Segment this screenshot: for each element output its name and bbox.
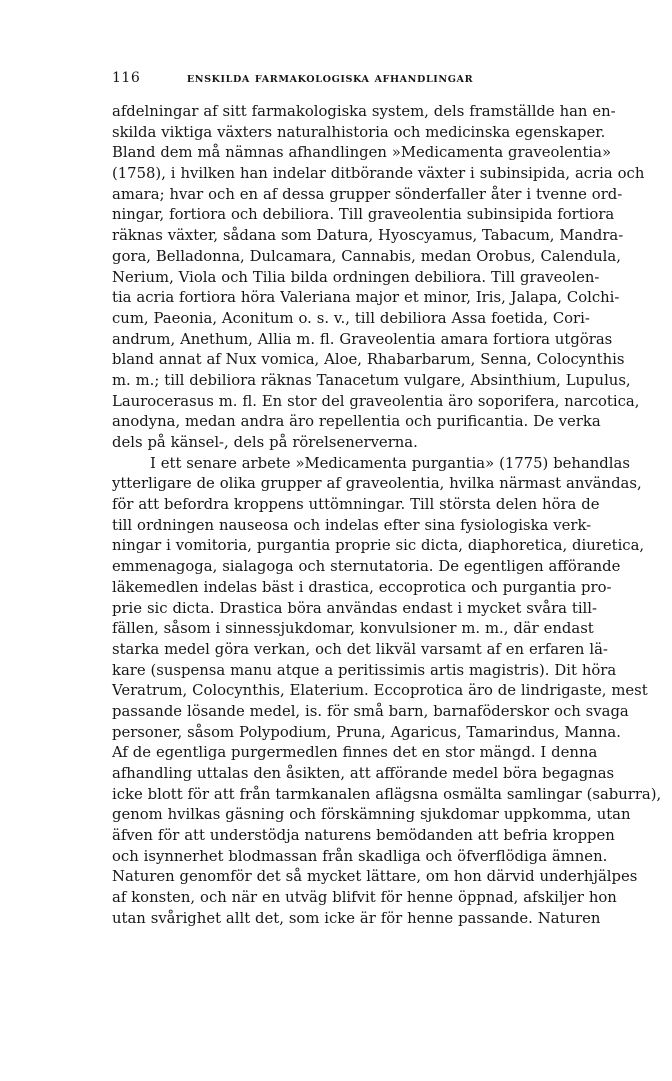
text-line: för att befordra kroppens uttömningar. Till största delen höra de <box>112 496 600 514</box>
text-line: skilda viktiga växters naturalhistoria och medicinska egenskaper. <box>112 123 606 141</box>
text-line: läkemedlen indelas bäst i drastica, eccoprotica och purgantia pro- <box>112 578 612 596</box>
text-line: gora, Belladonna, Dulcamara, Cannabis, medan Orobus, Calendula, <box>112 247 621 265</box>
text-line: Af de egentliga purgermedlen finnes det en stor mängd. I denna <box>112 744 598 762</box>
text-line: afdelningar af sitt farmakologiska system, dels framställde han en- <box>112 103 616 120</box>
text-line: m. m.; till debiliora räknas Tanacetum vulgare, Absinthium, Lupulus, <box>112 371 631 389</box>
text-line: passande lösande medel, is. för små barn, barnaföderskor och svaga <box>112 702 629 720</box>
text-line: utan svårighet allt det, som icke är för henne passande. Naturen <box>112 909 601 927</box>
text-line: Laurocerasus m. fl. En stor del graveolentia äro soporifera, narcotica, <box>112 392 640 410</box>
page-header <box>112 62 548 90</box>
text-line: Nerium, Viola och Tilia bilda ordningen debiliora. Till graveolen- <box>112 268 600 286</box>
book-page <box>112 62 662 930</box>
page-number: 116 <box>112 70 141 86</box>
text-line: amara; hvar och en af dessa grupper sönderfaller åter i tvenne ord- <box>112 185 623 203</box>
text-line: afhandling uttalas den åsikten, att afförande medel böra begagnas <box>112 765 615 782</box>
paragraph-end-line: dels på känsel-, dels på rörelsenerverna. <box>112 434 418 451</box>
text-line: andrum, Anethum, Allia m. fl. Graveolentia amara fortiora utgöras <box>112 330 613 348</box>
text-line: genom hvilkas gäsning och förskämning sjukdomar uppkomma, utan <box>112 806 631 824</box>
text-line: kare (suspensa manu atque a peritissimis artis magistris). Dit höra <box>112 661 617 679</box>
text-line: Veratrum, Colocynthis, Elaterium. Eccoprotica äro de lindrigaste, mest <box>112 682 648 700</box>
text-line: icke blott för att från tarmkanalen aflägsna osmälta samlingar (saburra), <box>112 785 662 803</box>
text-line: till ordningen nauseosa och indelas efter sina fysiologiska verk- <box>112 516 592 534</box>
text-line: emmenagoga, sialagoga och sternutatoria. De egentligen afförande <box>112 558 621 576</box>
running-head: ENSKILDA FARMAKOLOGISKA AFHANDLINGAR <box>186 74 474 85</box>
text-line: räknas växter, sådana som Datura, Hyoscyamus, Tabacum, Mandra- <box>112 227 624 245</box>
text-line: af konsten, och när en utväg blifvit för henne öppnad, afskiljer hon <box>112 889 617 907</box>
body-text <box>112 102 662 930</box>
text-line: Naturen genomför det så mycket lättare, om hon därvid underhjälpes <box>112 868 638 886</box>
text-line: starka medel göra verkan, och det likväl varsamt af en erfaren lä- <box>112 640 608 658</box>
text-line: anodyna, medan andra äro repellentia och purificantia. De verka <box>112 413 601 431</box>
text-line: bland annat af Nux vomica, Aloe, Rhabarbarum, Senna, Colocynthis <box>112 351 625 369</box>
text-line: och isynnerhet blodmassan från skadliga och öfverflödiga ämnen. <box>112 847 608 865</box>
text-line: fällen, såsom i sinnessjukdomar, konvulsioner m. m., där endast <box>112 620 594 638</box>
text-line: (1758), i hvilken han indelar ditbörande växter i subinsipida, acria och <box>112 165 645 183</box>
text-line: tia acria fortiora höra Valeriana major et minor, Iris, Jalapa, Colchi- <box>112 289 620 307</box>
text-line: ningar i vomitoria, purgantia proprie sic dicta, diaphoretica, diuretica, <box>112 537 645 555</box>
text-line: personer, såsom Polypodium, Pruna, Agaricus, Tamarindus, Manna. <box>112 723 621 741</box>
text-line: Bland dem må nämnas afhandlingen »Medicamenta graveolentia» <box>112 144 612 162</box>
text-line: ytterligare de olika grupper af graveolentia, hvilka närmast användas, <box>112 475 642 493</box>
text-line: äfven för att understödja naturens bemödanden att befria kroppen <box>112 827 615 845</box>
text-line: prie sic dicta. Drastica böra användas endast i mycket svåra till- <box>112 599 598 617</box>
text-line: ningar, fortiora och debiliora. Till graveolentia subinsipida fortiora <box>112 206 615 224</box>
text-line: cum, Paeonia, Aconitum o. s. v., till debiliora Assa foetida, Cori- <box>112 309 590 327</box>
paragraph-start-line: I ett senare arbete »Medicamenta purgantia» (1775) behandlas <box>150 454 630 472</box>
